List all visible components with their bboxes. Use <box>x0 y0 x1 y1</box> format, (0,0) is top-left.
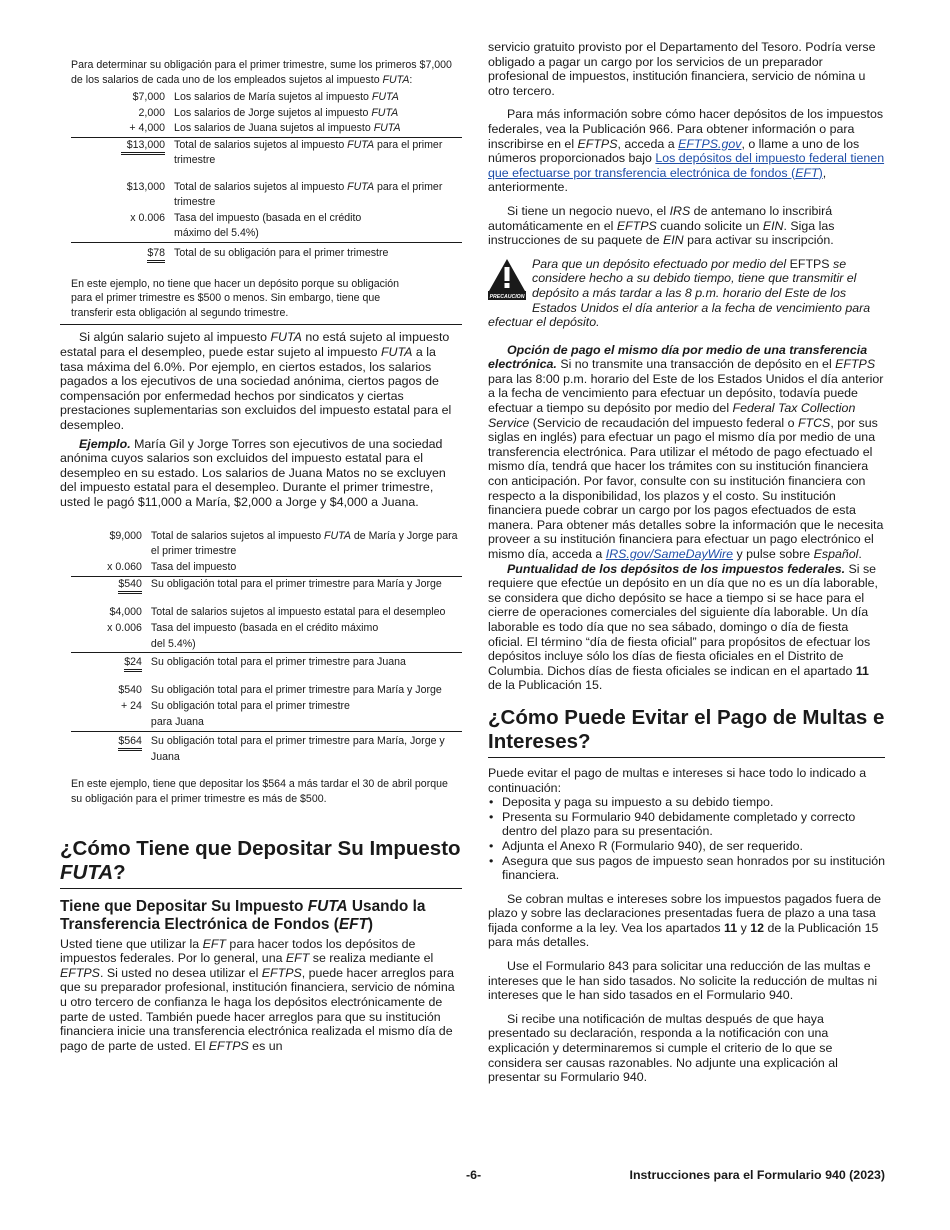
table-row: + 4,000 Los salarios de Juana sujetos al impuesto FUTA <box>129 122 401 135</box>
document-title: Instrucciones para el Formulario 940 (2023) <box>629 1168 885 1182</box>
list-item: • Deposita y paga su impuesto a su debido tiempo. <box>488 795 885 810</box>
table-row: $540 Su obligación total para el primer trimestre para María y Jorge <box>71 576 462 594</box>
futa-table-2 <box>71 529 462 766</box>
table-row: x 0.060 Tasa del impuesto <box>107 561 237 574</box>
samedaywire-link[interactable]: IRS.gov/SameDayWire <box>605 547 734 561</box>
paragraph: Ejemplo. María Gil y Jorge Torres son ejecutivos de una sociedad anónima cuyos salarios son excluidos del impuesto estatal para el desempleo en su estado. Los salarios de Juana Matos no se excluyen del impuesto estatal para el desempleo. Durante el primer trimestre, usted le pagó $11,000 a María, $2,000 a Jorge y $4,000 a Juana. <box>60 436 446 509</box>
paragraph: Usted tiene que utilizar la EFT para hacer todos los depósitos de impuestos federales. Por lo general, una EFT se realiza mediante el EFTPS. Si usted no desea utilizar el EFTPS, puede hacer arreglos para que su preparador profesional, institución financiera, servicio de nómina u otro tercero de confianza le haga los depósitos electrónicamente de parte de usted. También puede hacer arreglos para que su institución financiera inicie una transferencia electrónica realizada el mismo día de pago de parte de usted. El EFTPS es un <box>60 936 455 1053</box>
paragraph: Puede evitar el pago de multas e intereses si hace todo lo indicado a continuación: <box>488 765 867 795</box>
section-heading-penalties: ¿Cómo Puede Evitar el Pago de Multas e Intereses? <box>488 705 885 753</box>
table-row: x 0.006 Tasa del impuesto (basada en el crédito máximo del 5.4%) <box>130 211 362 240</box>
table-row: $13,000 Total de salarios sujetos al impuesto FUTA para el primer trimestre <box>126 180 443 209</box>
paragraph: servicio gratuito provisto por el Departamento del Tesoro. Podría verse obligado a pagar un cargo por los servicios de un preparador profesional de impuestos, institución financiera, servicio de nómina u otro tercero. <box>488 40 876 98</box>
paragraph: Use el Formulario 843 para solicitar una reducción de las multas e intereses que le han sido tasados. No solicite la reducción de multas ni intereses que le han sido tasados en el Formulario 940. <box>488 959 878 1003</box>
paragraph: Si algún salario sujeto al impuesto FUTA no está sujeto al impuesto estatal para el desempleo, puede estar sujeto al impuesto FUTA a la tasa máxima del 6.0%. Por ejemplo, en ciertos estados, los salarios pagados a los ejecutivos de una sociedad anónima, ciertos pagos de compensación por enfermedad hechos por sindicatos y ciertas prestaciones suplementarias son excluidos del impuesto estatal para el desempleo. <box>60 330 452 433</box>
paragraph: Puntualidad de los depósitos de los impuestos federales. Si se requiere que efectúe un depósito en un día que no es un día laborable, se considera que dicho depósito se hace a tiempo si se hace para el cierre de operaciones comerciales del siguiente día laborable. Un día laborable es todo día que no sea sábado, domingo o día de fiesta oficial. El término “día de fiesta oficial” para propósitos de efectuar los depósitos incluye sólo los días de fiesta oficiales en el Distrito de Columbia. Dichos días de fiesta oficiales se indican en el apartado 11 de la Publicación 15. <box>488 561 878 693</box>
subsection-heading-eft: Tiene que Depositar Su Impuesto FUTA Usando la Transferencia Electrónica de Fondos (EFT) <box>60 897 426 933</box>
right-column <box>488 40 885 1085</box>
example-box-1 <box>60 40 462 320</box>
paragraph: Si tiene un negocio nuevo, el IRS de antemano lo inscribirá automáticamente en el EFTPS cuando solicite un EIN. Siga las instrucciones de su paquete de EIN para activar su inscripción. <box>488 203 835 248</box>
paragraph: Si recibe una notificación de multas después de que haya presentado su declaración, responda a la notificación con una explicación y determinaremos si cumple el criterio de lo que se considera ser causas razonables. No adjunte una explicación al presentar su Formulario 940. <box>488 1011 838 1085</box>
example-box-2 <box>60 510 462 807</box>
paragraph: Se cobran multas e intereses sobre los impuestos pagados fuera de plazo y sobre las declaraciones presentadas fuera de plazo a una tasa fijada conforme a la ley. Vea los apartados 11 y 12 de la Publicación 15 para más detalles. <box>488 891 881 950</box>
table-row: $24 Su obligación total para el primer trimestre para Juana <box>71 653 462 673</box>
table-row: + 24 Su obligación total para el primer trimestre para Juana <box>121 700 350 728</box>
caution-note: PRECAUCION Para que un depósito efectuado por medio del EFTPS se considere hecho a su debido tiempo, tiene que transmitir el depósito a más tardar a las 8 p.m. horario del Este de los Estados Unidos el día anterior a la fecha de vencimiento para efectuar el depósito. <box>488 256 871 330</box>
list-item: • Asegura que sus pagos de impuesto sean honrados por su institución financiera. <box>488 854 885 883</box>
table-row: $13,000 Total de salarios sujetos al impuesto FUTA para el primer trimestre <box>71 137 462 169</box>
example-note-1: En este ejemplo, no tiene que hacer un depósito porque su obligación para el primer trimestre es $500 o menos. Sin embargo, tiene que transferir esta obligación al segundo trimestre. <box>71 277 400 319</box>
table-row: $4,000 Total de salarios sujetos al impuesto estatal para el desempleo <box>109 605 446 618</box>
paragraph: Para más información sobre cómo hacer depósitos de los impuestos federales, vea la Publicación 966. Para obtener información o para inscribirse en el EFTPS, acceda a EFTPS.gov, o llame a uno de los números proporcionados bajo Los depósitos del impuesto federal tienen que efectuarse por transferencia electrónica de fondos (EFT), anteriormente. <box>488 107 885 195</box>
paragraph: Opción de pago el mismo día por medio de una transferencia electrónica. Si no transmite una transacción de depósito en el EFTPS para las 8:00 p.m. horario del Este de los Estados Unidos el día anterior a la fecha de vencimiento para efectuar un depósito, todavía puede efectuar a tiempo su depósito por medio del Federal Tax Collection Service (Servicio de recaudación del impuesto federal o FTCS, por sus siglas en inglés) para efectuar un pago el mismo día por medio de una transferencia electrónica. Para utilizar el método de pago efectuado el mismo día, tendrá que hacer los trámites con su institución financiera con anticipación. Por favor, consulte con su institución financiera con respecto a la disponibilidad, los plazos y el costo. Su institución financiera puede cobrar un cargo por los pagos efectuados de esta manera. Para obtener más detalles sobre la información que le necesita proveer a su institución financiera para efectuar un pago electrónico el mismo día, acceda a IRS.gov/SameDayWire y pulse sobre Español. <box>488 342 884 561</box>
list-item: • Adjunta el Anexo R (Formulario 940), de ser requerido. <box>488 839 885 854</box>
left-column <box>60 40 462 1053</box>
caution-icon <box>488 258 526 300</box>
example-note-2: En este ejemplo, tiene que depositar los $564 a más tardar el 30 de abril porque su obligación para el primer trimestre es más de $500. <box>71 778 448 805</box>
bullet-list <box>488 795 885 883</box>
intro-text: Para determinar su obligación para el primer trimestre, sume los primeros $7,000 de los salarios de cada uno de los empleados sujetos al impuesto FUTA: <box>71 59 452 86</box>
eftps-link[interactable]: EFTPS.gov <box>678 136 742 151</box>
futa-table-1 <box>71 90 462 263</box>
deposits-section-link[interactable]: Los depósitos del impuesto federal tienen que efectuarse por transferencia electrónica de fondos (EFT) <box>488 151 885 180</box>
table-row: $540 Su obligación total para el primer trimestre para María y Jorge <box>118 684 442 697</box>
section-heading-deposit: ¿Cómo Tiene que Depositar Su Impuesto FUTA? <box>60 836 461 884</box>
table-row: $9,000 Total de salarios sujetos al impuesto FUTA de María y Jorge para el primer trimestre <box>109 529 458 558</box>
table-row: $78 Total de su obligación para el primer trimestre <box>71 242 462 263</box>
table-row: $564 Su obligación total para el primer trimestre para María, Jorge y Juana <box>71 731 462 765</box>
table-row: $7,000 Los salarios de María sujetos al impuesto FUTA <box>132 91 399 104</box>
list-item: • Presenta su Formulario 940 debidamente completado y correcto dentro del plazo para su presentación. <box>488 810 885 839</box>
caution-icon-label: PRECAUCION <box>489 293 525 300</box>
page-number: -6- <box>466 1168 482 1182</box>
table-row: 2,000 Los salarios de Jorge sujetos al impuesto FUTA <box>138 106 399 119</box>
table-row: x 0.006 Tasa del impuesto (basada en el crédito máximo del 5.4%) <box>107 621 379 650</box>
